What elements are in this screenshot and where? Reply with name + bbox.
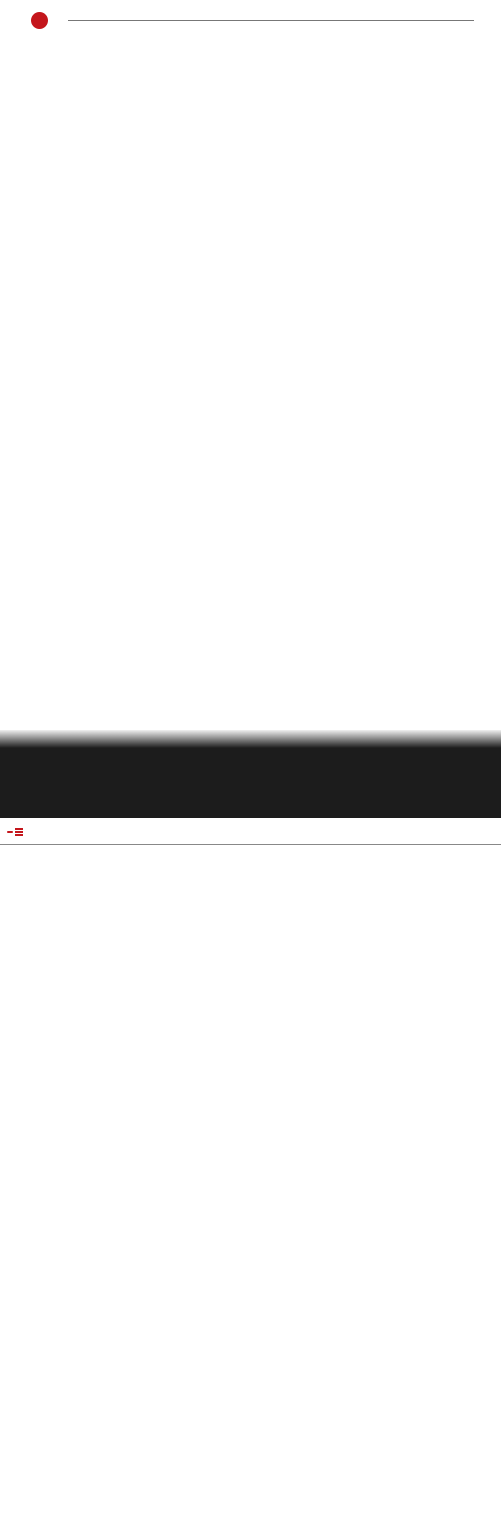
page-number-badge xyxy=(31,12,48,29)
footer-divider xyxy=(68,20,474,21)
page-break xyxy=(0,730,501,818)
logo-text xyxy=(7,831,13,833)
aspire-logo xyxy=(7,828,23,836)
page-18 xyxy=(0,0,501,730)
page-footer xyxy=(0,11,501,29)
questions-37-50 xyxy=(0,0,501,3)
page-header xyxy=(0,818,501,841)
page-19 xyxy=(0,818,501,1526)
questions-51-56 xyxy=(0,845,501,848)
menu-lines-icon xyxy=(15,828,23,836)
